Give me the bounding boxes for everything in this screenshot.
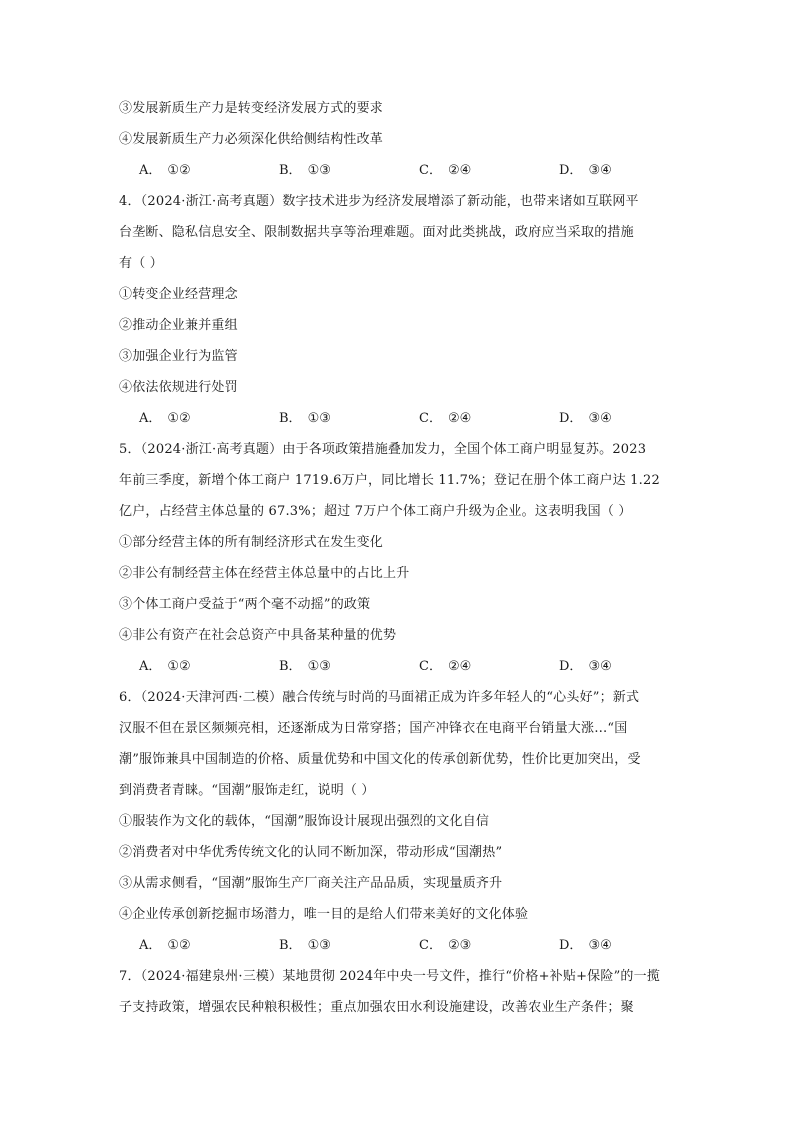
q3-choice-d[interactable] (559, 161, 612, 181)
q4-stem-line-1: 4．（2024·浙江·高考真题）数字技术进步为经济发展增添了新动能，也带来诸如互联网平 (119, 194, 639, 209)
q4-option-2: ②推动企业兼并重组 (119, 318, 238, 333)
choice-value: ①② (167, 659, 191, 674)
choice-letter: B． (279, 659, 302, 674)
q6-choice-a[interactable] (139, 936, 279, 956)
q5-option-1: ①部分经营主体的所有制经济形式在发生变化 (119, 535, 384, 550)
q6-choice-d[interactable] (559, 936, 612, 956)
q5-choice-c[interactable] (419, 657, 559, 677)
choice-letter: C． (419, 411, 442, 426)
q5-choice-a[interactable] (139, 657, 279, 677)
q5-option-2: ②非公有制经营主体在经营主体总量中的占比上升 (119, 566, 410, 581)
q3-choice-a[interactable] (139, 161, 279, 181)
q4-choices (139, 409, 679, 429)
choice-letter: D． (559, 659, 583, 674)
choice-letter: A． (139, 163, 162, 178)
choice-value: ②④ (447, 659, 472, 674)
choice-letter: D． (559, 163, 583, 178)
q6-option-2: ②消费者对中华优秀传统文化的认同不断加深，带动形成“国潮热” (119, 845, 503, 860)
choice-value: ①③ (307, 163, 331, 178)
choice-letter: B． (279, 938, 302, 953)
q5-stem-line-3: 亿户，占经营主体总量的 67.3%；超过 7万户个体工商户升级为企业。这表明我国（ ） (119, 504, 632, 519)
choice-value: ①③ (307, 659, 331, 674)
q6-stem-line-3: 潮”服饰兼具中国制造的价格、质量优势和中国文化的传承创新优势，性价比更加突出，受 (119, 752, 641, 767)
choice-value: ③④ (588, 659, 612, 674)
q6-stem-line-4: 到消费者青睐。“国潮”服饰走红，说明（ ） (119, 783, 375, 798)
choice-value: ①③ (307, 411, 331, 426)
choice-letter: A． (139, 938, 162, 953)
q3-option-3: ③发展新质生产力是转变经济发展方式的要求 (119, 101, 384, 116)
choice-value: ③④ (588, 163, 612, 178)
q4-choice-a[interactable] (139, 409, 279, 429)
choice-value: ②④ (447, 411, 472, 426)
choice-value: ②④ (447, 163, 472, 178)
q7-stem-line-2: 子支持政策，增强农民种粮积极性；重点加强农田水利设施建设，改善农业生产条件；聚 (119, 1000, 634, 1015)
q5-stem-line-2: 年前三季度，新增个体工商户 1719.6万户，同比增长 11.7%；登记在册个体工商户达 1.22 (119, 473, 660, 488)
q4-choice-b[interactable] (279, 409, 419, 429)
q6-stem-line-1: 6．（2024·天津河西·二模）融合传统与时尚的马面裙正成为许多年轻人的“心头好”；新式 (119, 690, 640, 705)
q6-choices (139, 936, 679, 956)
choice-letter: A． (139, 411, 162, 426)
q4-stem-line-3: 有（ ） (119, 256, 163, 271)
choice-letter: C． (419, 938, 442, 953)
q4-choice-d[interactable] (559, 409, 612, 429)
choice-letter: B． (279, 411, 302, 426)
q6-option-1: ①服装作为文化的载体，“国潮”服饰设计展现出强烈的文化自信 (119, 814, 490, 829)
choice-value: ③④ (588, 411, 612, 426)
q3-choice-c[interactable] (419, 161, 559, 181)
q5-choice-b[interactable] (279, 657, 419, 677)
q4-option-1: ①转变企业经营理念 (119, 287, 238, 302)
q4-option-3: ③加强企业行为监管 (119, 349, 238, 364)
q6-choice-c[interactable] (419, 936, 559, 956)
q3-choice-b[interactable] (279, 161, 419, 181)
question-content (119, 99, 679, 1029)
choice-value: ③④ (588, 938, 612, 953)
q5-stem-line-1: 5．（2024·浙江·高考真题）由于各项政策措施叠加发力，全国个体工商户明显复苏。2023 (119, 442, 647, 457)
choice-value: ①③ (307, 938, 331, 953)
q5-option-3: ③个体工商户受益于“两个毫不动摇”的政策 (119, 597, 371, 612)
choice-letter: D． (559, 938, 583, 953)
choice-letter: B． (279, 163, 302, 178)
q4-choice-c[interactable] (419, 409, 559, 429)
q7-stem-line-1: 7．（2024·福建泉州·三模）某地贯彻 2024年中央一号文件，推行“价格+补贴+保险”的一揽 (119, 969, 661, 984)
q5-choice-d[interactable] (559, 657, 612, 677)
choice-value: ①② (167, 411, 191, 426)
choice-letter: C． (419, 163, 442, 178)
q6-option-3: ③从需求侧看，“国潮”服饰生产厂商关注产品品质，实现量质齐升 (119, 876, 503, 891)
choice-value: ①② (167, 938, 191, 953)
q6-option-4: ④企业传承创新挖掘市场潜力，唯一目的是给人们带来美好的文化体验 (119, 907, 529, 922)
q3-choices (139, 161, 679, 181)
q6-choice-b[interactable] (279, 936, 419, 956)
choice-value: ①② (167, 163, 191, 178)
q4-stem-line-2: 台垄断、隐私信息安全、限制数据共享等治理难题。面对此类挑战，政府应当采取的措施 (119, 225, 634, 240)
q5-choices (139, 657, 679, 677)
choice-letter: A． (139, 659, 162, 674)
q4-option-4: ④依法依规进行处罚 (119, 380, 238, 395)
choice-letter: C． (419, 659, 442, 674)
q3-option-4: ④发展新质生产力必须深化供给侧结构性改革 (119, 132, 384, 147)
choice-letter: D． (559, 411, 583, 426)
q6-stem-line-2: 汉服不但在景区频频亮相，还逐渐成为日常穿搭；国产冲锋衣在电商平台销量大涨…“国 (119, 721, 628, 736)
q5-option-4: ④非公有资产在社会总资产中具备某种量的优势 (119, 628, 397, 643)
choice-value: ②③ (447, 938, 472, 953)
